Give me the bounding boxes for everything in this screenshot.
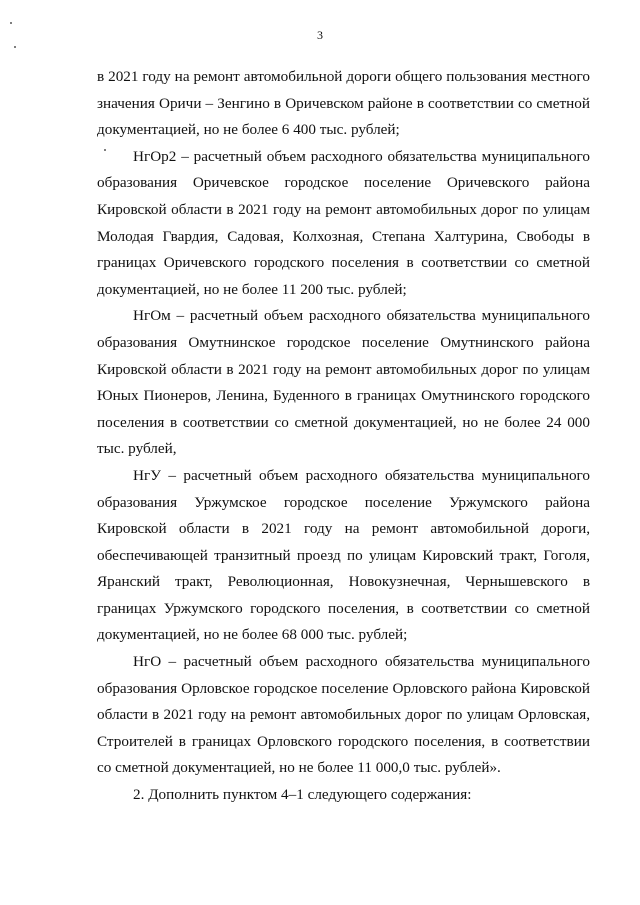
paragraph-ngu: НгУ – расчетный объем расходного обязательства муниципального образования Уржумское городское поселение Уржумского района Кировской области в 2021 году на ремонт автомобильной дороги, обеспечивающей транзитный проезд по улицам Кировский тракт, Гоголя, Яранский тракт, Революционная, Новокузнечная, Чернышевского в границах Уржумского городского поселения, в соответствии со сметной документацией, но не более 68 000 тыс. рублей; — [97, 466, 590, 644]
page-number: 3 — [317, 28, 323, 42]
document-body — [97, 64, 590, 809]
scan-artifact-dot — [10, 22, 12, 24]
paragraph-ngor2: НгОр2 – расчетный объем расходного обязательства муниципального образования Оричевское городское поселение Оричевского района Кировской области в 2021 году на ремонт автомобильных дорог по улицам Молодая Гвардия, Садовая, Колхозная, Степана Халтурина, Свободы в границах Оричевского городского поселения в соответствии со сметной документацией, но не более 11 200 тыс. рублей; — [97, 147, 590, 298]
paragraph-oricheskiy-road: в 2021 году на ремонт автомобильной дороги общего пользования местного значения Оричи – Зенгино в Оричевском районе в соответствии со сметной документацией, но не более 6 400 тыс. рублей; — [97, 68, 590, 139]
paragraph-ngom: НгОм – расчетный объем расходного обязательства муниципального образования Омутнинское городское поселение Омутнинского района Кировской области в 2021 году на ремонт автомобильных дорог по улицам Юных Пионеров, Ленина, Буденного в границах Омутнинского городского поселения в соответствии со сметной документацией, но не более 24 000 тыс. рублей, — [97, 307, 590, 458]
paragraph-amendment-item: 2. Дополнить пунктом 4–1 следующего содержания: — [133, 786, 472, 804]
paragraph-ngo: НгО – расчетный объем расходного обязательства муниципального образования Орловское городское поселение Орловского района Кировской области в 2021 году на ремонт автомобильных дорог по улицам Орловская, Строителей в границах Орловского городского поселения, в соответствии со сметной документацией, но не более 11 000,0 тыс. рублей». — [97, 653, 590, 777]
scan-artifact-dot — [14, 46, 16, 48]
